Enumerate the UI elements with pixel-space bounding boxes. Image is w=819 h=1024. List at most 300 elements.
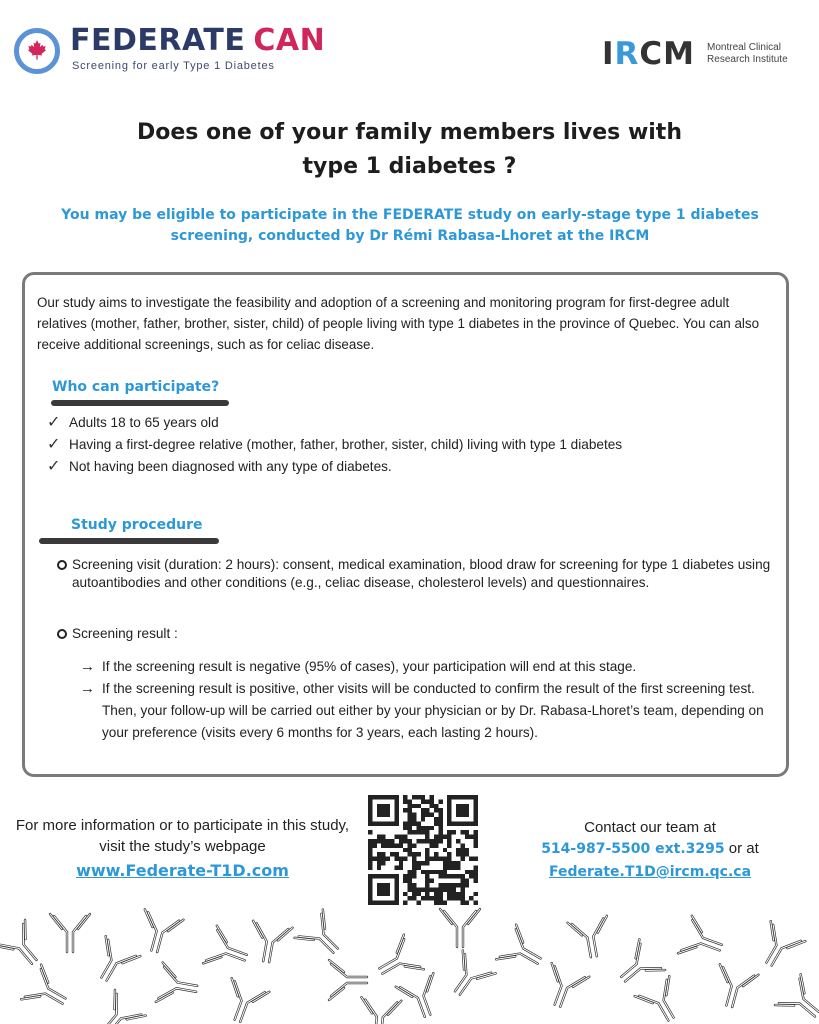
qr-module: [403, 808, 407, 812]
qr-module: [456, 852, 460, 856]
qr-module: [447, 892, 451, 896]
qr-module: [421, 799, 425, 803]
criterion-item: ✓ Adults 18 to 65 years old: [47, 412, 747, 434]
qr-module: [465, 848, 469, 852]
federate-tagline: Screening for early Type 1 Diabetes: [72, 60, 275, 72]
qr-module: [447, 865, 451, 869]
antibody-icon: [50, 914, 90, 952]
qr-module: [412, 857, 416, 861]
qr-module: [465, 870, 469, 874]
qr-module: [403, 857, 407, 861]
qr-module: [469, 835, 473, 839]
qr-module: [474, 835, 478, 839]
qr-module: [430, 804, 434, 808]
qr-module: [408, 821, 412, 825]
qr-finder: [456, 804, 469, 817]
qr-module: [421, 808, 425, 812]
qr-module: [452, 861, 456, 865]
qr-module: [416, 804, 420, 808]
qr-module: [438, 808, 442, 812]
qr-module: [390, 852, 394, 856]
qr-module: [399, 865, 403, 869]
qr-module: [438, 821, 442, 825]
checkmark-icon: ✓: [47, 414, 61, 431]
qr-module: [408, 879, 412, 883]
contact-block: [500, 817, 800, 883]
qr-module: [474, 857, 478, 861]
qr-module: [377, 852, 381, 856]
qr-module: [443, 870, 447, 874]
antibody-icon: [752, 921, 806, 974]
antibody-icon: [371, 935, 424, 989]
criterion-item: ✓ Not having been diagnosed with any type of diabetes.: [47, 456, 747, 478]
qr-module: [460, 879, 464, 883]
qr-module: [368, 843, 372, 847]
qr-module: [421, 826, 425, 830]
qr-module: [412, 861, 416, 865]
qr-module: [408, 848, 412, 852]
qr-module: [421, 795, 425, 799]
qr-module: [372, 857, 376, 861]
qr-module: [438, 874, 442, 878]
qr-module: [408, 799, 412, 803]
federate-word: FEDERATE: [70, 23, 246, 58]
antibody-icon: [156, 963, 200, 1009]
qr-module: [425, 857, 429, 861]
qr-module: [438, 857, 442, 861]
qr-module: [456, 865, 460, 869]
qr-module: [434, 896, 438, 900]
qr-module: [425, 839, 429, 843]
qr-module: [381, 861, 385, 865]
qr-module: [403, 795, 407, 799]
qr-module: [425, 808, 429, 812]
qr-module: [408, 896, 412, 900]
study-info-card: [22, 272, 789, 777]
qr-module: [430, 896, 434, 900]
qr-module: [465, 852, 469, 856]
qr-module: [399, 835, 403, 839]
qr-finder: [377, 883, 390, 896]
qr-module: [443, 887, 447, 891]
qr-module: [434, 852, 438, 856]
qr-module: [460, 892, 464, 896]
qr-module: [412, 804, 416, 808]
qr-module: [377, 861, 381, 865]
qr-module: [447, 852, 451, 856]
qr-module: [469, 870, 473, 874]
qr-module: [403, 799, 407, 803]
antibody-icon: [219, 978, 270, 1024]
qr-module: [408, 870, 412, 874]
phone-number[interactable]: 514-987-5500 ext.3295: [541, 841, 725, 857]
qr-module: [425, 852, 429, 856]
qr-module: [416, 887, 420, 891]
qr-module: [377, 839, 381, 843]
qr-module: [460, 852, 464, 856]
qr-module: [438, 813, 442, 817]
qr-module: [456, 839, 460, 843]
qr-module: [403, 874, 407, 878]
result-item: → If the screening result is positive, other visits will be conducted to confirm the result of the first screening test. Then, your follow-up will be carried out either by your physician or by Dr. Rabasa-Lhoret’s team, depending on your preference (visits every 6 months for 3 years, each lasting 2 hours).: [80, 678, 780, 744]
qr-module: [460, 874, 464, 878]
antibody-icon: [440, 909, 480, 947]
qr-module: [416, 861, 420, 865]
qr-module: [386, 839, 390, 843]
qr-module: [368, 852, 372, 856]
qr-module: [460, 843, 464, 847]
antibody-icon: [396, 973, 447, 1022]
qr-module: [456, 892, 460, 896]
antibody-icon: [295, 910, 350, 965]
qr-module: [447, 843, 451, 847]
qr-module: [425, 870, 429, 874]
qr-module: [456, 896, 460, 900]
qr-module: [474, 843, 478, 847]
qr-module: [377, 857, 381, 861]
qr-module: [430, 857, 434, 861]
qr-module: [416, 839, 420, 843]
qr-module: [421, 896, 425, 900]
qr-module: [421, 839, 425, 843]
qr-module: [456, 848, 460, 852]
qr-module: [465, 835, 469, 839]
antibody-icon: [87, 936, 141, 989]
qr-module: [456, 883, 460, 887]
qr-module: [425, 879, 429, 883]
qr-module: [412, 865, 416, 869]
qr-module: [430, 843, 434, 847]
qr-module: [416, 826, 420, 830]
antibody-decoration: [0, 905, 819, 1024]
contact-or-text: or at: [724, 840, 759, 857]
circle-bullet-icon: [57, 560, 67, 570]
qr-module: [430, 813, 434, 817]
result-item: → If the screening result is negative (95% of cases), your participation will end at this stage.: [80, 656, 780, 678]
qr-module: [416, 892, 420, 896]
qr-module: [460, 887, 464, 891]
qr-module: [416, 830, 420, 834]
antibody-icon: [135, 909, 183, 956]
qr-module: [408, 830, 412, 834]
qr-module: [368, 848, 372, 852]
qr-module: [403, 821, 407, 825]
qr-module: [425, 892, 429, 896]
antibody-icon: [358, 997, 401, 1024]
more-info-block: [10, 815, 355, 881]
qr-module: [438, 826, 442, 830]
qr-module: [438, 887, 442, 891]
qr-module: [412, 887, 416, 891]
qr-module: [460, 830, 464, 834]
qr-module: [434, 843, 438, 847]
qr-module: [421, 870, 425, 874]
antibody-icon: [246, 921, 292, 965]
qr-module: [452, 865, 456, 869]
qr-module: [452, 830, 456, 834]
maple-leaf-icon: [24, 38, 50, 64]
qr-module: [434, 808, 438, 812]
qr-module: [368, 865, 372, 869]
qr-module: [368, 830, 372, 834]
ircm-mark: IRCM: [602, 36, 696, 72]
qr-module: [381, 852, 385, 856]
qr-module: [438, 870, 442, 874]
brush-underline: [51, 400, 229, 406]
qr-module: [438, 830, 442, 834]
qr-module: [403, 848, 407, 852]
qr-module: [403, 835, 407, 839]
qr-module: [434, 892, 438, 896]
qr-module: [412, 830, 416, 834]
qr-module: [447, 835, 451, 839]
eligibility-criteria-list: [47, 412, 747, 478]
qr-module: [443, 848, 447, 852]
antibody-icon: [678, 916, 727, 967]
qr-module: [430, 826, 434, 830]
qr-module: [412, 821, 416, 825]
qr-module: [408, 804, 412, 808]
qr-module: [474, 892, 478, 896]
qr-module: [434, 887, 438, 891]
qr-module: [399, 857, 403, 861]
qr-module: [394, 857, 398, 861]
qr-module: [399, 843, 403, 847]
qr-module: [368, 857, 372, 861]
qr-module: [456, 874, 460, 878]
qr-finder: [377, 804, 390, 817]
qr-module: [469, 857, 473, 861]
qr-module: [425, 826, 429, 830]
qr-module: [403, 879, 407, 883]
qr-module: [425, 830, 429, 834]
arrow-right-icon: →: [80, 658, 95, 675]
screening-results-list: [80, 656, 780, 744]
qr-module: [452, 883, 456, 887]
study-intro: Our study aims to investigate the feasibility and adoption of a screening and monitoring program for first-degree adult relatives (mother, father, brother, sister, child) of people living with type 1 diabetes in the province of Quebec. You can also receive additional screenings, such as for celiac disease.: [37, 295, 760, 352]
qr-module: [460, 896, 464, 900]
antibody-icon: [635, 976, 689, 1024]
qr-module: [443, 865, 447, 869]
qr-module: [381, 843, 385, 847]
subheading-line-2: screening, conducted by Dr Rémi Rabasa-Lhoret at the IRCM: [170, 228, 650, 244]
antibody-icon: [91, 990, 146, 1024]
qr-module: [469, 896, 473, 900]
qr-module: [438, 817, 442, 821]
antibody-icon: [568, 916, 614, 960]
checkmark-icon: ✓: [47, 436, 61, 453]
qr-module: [434, 857, 438, 861]
qr-module: [456, 861, 460, 865]
circle-bullet-icon: [57, 629, 67, 639]
qr-module: [368, 861, 372, 865]
qr-module: [474, 839, 478, 843]
qr-module: [412, 896, 416, 900]
qr-module: [452, 896, 456, 900]
qr-module: [421, 861, 425, 865]
qr-module: [447, 857, 451, 861]
qr-module: [438, 896, 442, 900]
antibody-icon: [539, 963, 590, 1012]
qr-module: [465, 883, 469, 887]
qr-module: [408, 874, 412, 878]
qr-module: [474, 870, 478, 874]
page-title: [0, 116, 819, 184]
qr-module: [381, 839, 385, 843]
qr-module: [403, 892, 407, 896]
qr-module: [421, 817, 425, 821]
checkmark-icon: ✓: [47, 458, 61, 475]
qr-module: [443, 835, 447, 839]
qr-module: [416, 865, 420, 869]
qr-module: [425, 874, 429, 878]
criterion-item: ✓ Having a first-degree relative (mother, father, brother, sister, child) living with type 1 diabetes: [47, 434, 747, 456]
qr-module: [386, 843, 390, 847]
qr-module: [438, 835, 442, 839]
qr-module: [425, 799, 429, 803]
antibody-icon: [441, 950, 496, 1004]
qr-module: [394, 835, 398, 839]
title-line-2: type 1 diabetes ?: [302, 154, 517, 179]
qr-module: [434, 817, 438, 821]
qr-module: [390, 839, 394, 843]
qr-module: [381, 835, 385, 839]
qr-module: [377, 835, 381, 839]
qr-module: [430, 887, 434, 891]
subheading-line-1: You may be eligible to participate in the FEDERATE study on early-stage type 1 diabetes: [61, 207, 759, 223]
ircm-institute-name: Montreal Clinical Research Institute: [707, 42, 788, 65]
qr-module: [434, 870, 438, 874]
qr-module: [425, 835, 429, 839]
qr-module: [447, 830, 451, 834]
qr-module: [425, 813, 429, 817]
qr-module: [430, 870, 434, 874]
qr-module: [430, 799, 434, 803]
qr-module: [425, 896, 429, 900]
qr-module: [447, 896, 451, 900]
qr-module: [447, 883, 451, 887]
qr-module: [452, 892, 456, 896]
antibody-icon: [496, 925, 549, 979]
qr-module: [430, 795, 434, 799]
qr-module: [390, 843, 394, 847]
qr-module: [438, 799, 442, 803]
qr-module: [434, 835, 438, 839]
antibody-icon: [21, 965, 74, 1019]
procedure-step: Screening visit (duration: 2 hours): consent, medical examination, blood draw for screening for type 1 diabetes using autoantibodies and other conditions (e.g., celiac disease, cholesterol levels) and questionnaires.: [57, 556, 777, 592]
qr-module: [460, 883, 464, 887]
qr-module: [443, 857, 447, 861]
title-line-1: Does one of your family members lives with: [137, 120, 682, 145]
qr-module: [434, 804, 438, 808]
ircm-logo: [602, 36, 788, 72]
qr-module: [403, 826, 407, 830]
qr-code[interactable]: [368, 795, 478, 905]
qr-module: [412, 892, 416, 896]
qr-module: [452, 887, 456, 891]
antibody-icon: [203, 926, 252, 977]
qr-module: [465, 879, 469, 883]
qr-module: [474, 830, 478, 834]
more-info-text: For more information or to participate in this study, visit the study’s webpage: [15, 817, 350, 855]
qr-module: [443, 883, 447, 887]
qr-module: [372, 843, 376, 847]
qr-module: [447, 887, 451, 891]
eligibility-subheading: [20, 205, 800, 247]
contact-prefix: Contact our team at: [584, 819, 716, 836]
qr-module: [434, 821, 438, 825]
federate-can-title: [70, 24, 325, 58]
qr-module: [438, 839, 442, 843]
qr-module: [408, 826, 412, 830]
qr-module: [425, 848, 429, 852]
qr-module: [408, 817, 412, 821]
qr-module: [408, 813, 412, 817]
qr-module: [460, 848, 464, 852]
qr-module: [416, 795, 420, 799]
qr-module: [412, 874, 416, 878]
qr-module: [430, 839, 434, 843]
qr-module: [399, 839, 403, 843]
qr-module: [412, 870, 416, 874]
qr-module: [381, 857, 385, 861]
who-can-participate-heading: Who can participate?: [52, 379, 220, 395]
qr-module: [412, 795, 416, 799]
qr-module: [438, 892, 442, 896]
arrow-right-icon: →: [80, 680, 95, 697]
website-link[interactable]: www.Federate-T1D.com: [76, 861, 289, 880]
qr-module: [377, 865, 381, 869]
procedure-step: Screening result :: [57, 625, 777, 643]
qr-module: [394, 852, 398, 856]
antibody-icon: [775, 974, 819, 1024]
qr-module: [425, 861, 429, 865]
qr-module: [474, 865, 478, 869]
qr-module: [421, 830, 425, 834]
email-link[interactable]: Federate.T1D@ircm.qc.ca: [548, 864, 752, 880]
antibody-icon: [329, 960, 367, 1000]
qr-module: [416, 852, 420, 856]
qr-module: [372, 839, 376, 843]
qr-module: [394, 865, 398, 869]
brush-underline: [39, 538, 219, 544]
qr-module: [408, 883, 412, 887]
qr-module: [412, 852, 416, 856]
qr-module: [447, 861, 451, 865]
qr-module: [438, 883, 442, 887]
qr-module: [386, 857, 390, 861]
qr-module: [460, 857, 464, 861]
qr-module: [421, 813, 425, 817]
qr-module: [443, 861, 447, 865]
qr-module: [408, 887, 412, 891]
qr-module: [408, 808, 412, 812]
qr-module: [474, 879, 478, 883]
qr-module: [425, 883, 429, 887]
qr-module: [368, 839, 372, 843]
qr-module: [465, 830, 469, 834]
logo-ring: [14, 28, 60, 74]
qr-module: [443, 874, 447, 878]
qr-module: [434, 839, 438, 843]
can-word: CAN: [253, 23, 326, 58]
qr-module: [452, 874, 456, 878]
qr-module: [408, 843, 412, 847]
qr-module: [447, 874, 451, 878]
qr-module: [469, 874, 473, 878]
qr-module: [412, 883, 416, 887]
qr-module: [421, 887, 425, 891]
